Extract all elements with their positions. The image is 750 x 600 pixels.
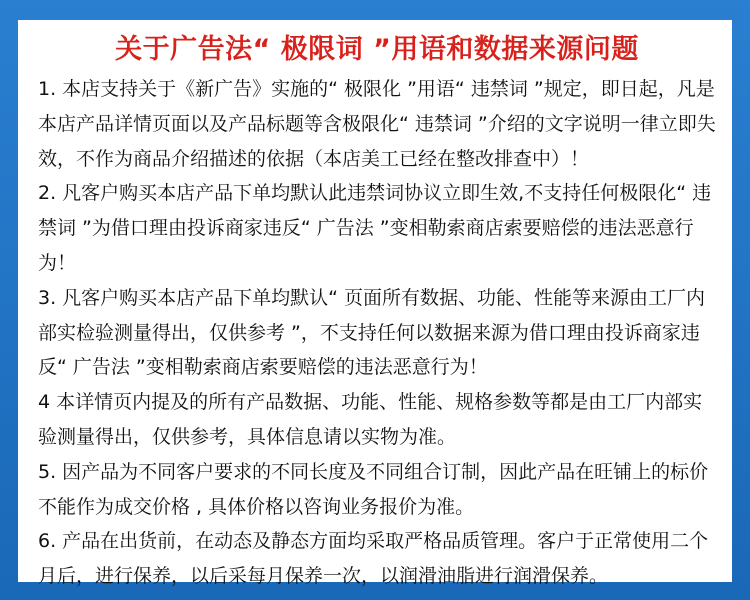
notice-list <box>38 72 716 594</box>
notice-item-5: 5. 因产品为不同客户要求的不同长度及不同组合订制，因此产品在旺铺上的标价不能作为成交价格 , 具体价格以咨询业务报价为准。 <box>38 460 709 518</box>
notice-item-1: 1. 本店支持关于《新广告》实施的“ 极限化 ”用语“ 违禁词 ”规定，即日起，凡是本店产品详情页面以及产品标题等含极限化“ 违禁词 ”介绍的文字说明一律立即失效，不作为商品介绍描述的依据（本店美工已经在整改排查中）！ <box>38 78 716 170</box>
notice-item-6: 6. 产品在出货前，在动态及静态方面均采取严格品质管理。客户于正常使用二个月后，进行保养，以后采每月保养一次，以润滑油脂进行润滑保养。 <box>38 530 709 588</box>
notice-title: 关于广告法“ 极限词 ”用语和数据来源问题 <box>115 34 639 65</box>
notice-item-4: 4 本详情页内提及的所有产品数据、功能、性能、规格参数等都是由工厂内部实验测量得出，仅供参考，具体信息请以实物为准。 <box>38 391 703 448</box>
notice-panel <box>18 20 732 588</box>
notice-item-2: 2. 凡客户购买本店产品下单均默认此违禁词协议立即生效,不支持任何极限化“ 违禁词 ”为借口理由投诉商家违反“ 广告法 ”变相勒索商店索要赔偿的违法恶意行为！ <box>38 182 712 274</box>
notice-item-3: 3. 凡客户购买本店产品下单均默认“ 页面所有数据、功能、性能等来源由工厂内部实检验测量得出，仅供参考 ”，不支持任何以数据来源为借口理由投诉商家违反“ 广告法 ”变相勒索商店索要赔偿的违法恶意行为！ <box>38 286 706 379</box>
